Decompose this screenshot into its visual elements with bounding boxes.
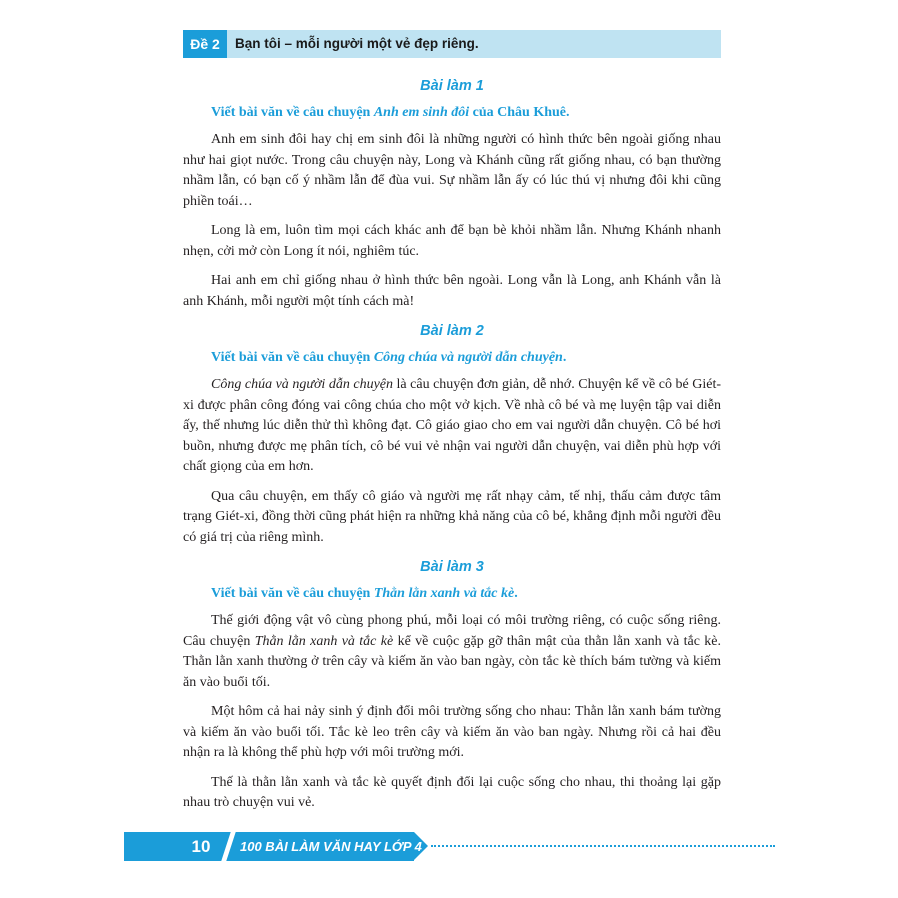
paragraph-text: kể về cuộc gặp gỡ thân mật của thằn lằn xanh và tắc kè. Thằn lằn xanh thường ở trên cây và kiếm ăn vào ban ngày, còn tắc kè thích bám tường và kiếm ăn vào buổi tối. (183, 633, 722, 690)
paragraph-text: Thế giới động vật vô cùng phong phú, mỗi loại có môi trường riêng, có cuộc sống riêng. Câu chuyện (183, 613, 721, 649)
essay-prompt (183, 103, 721, 123)
prompt-prefix: Viết bài văn về câu chuyện (211, 350, 374, 365)
section-essay-3 (183, 557, 721, 814)
story-title-inline: Công chúa và người dẫn chuyện (211, 377, 393, 392)
page-number: 10 (191, 837, 211, 856)
section-heading: Bài làm 1 (420, 78, 484, 94)
exercise-title: Bạn tôi – mỗi người một vẻ đẹp riêng. (235, 36, 479, 51)
paragraph: Một hôm cả hai nảy sinh ý định đổi môi trường sống cho nhau: Thằn lằn xanh bám tường và kiếm ăn vào buổi tối. Tắc kè leo trên cây và kiếm ăn vào ban ngày. Nhưng rồi cả hai đều nhận ra là không thể phù hợp với môi trường mới. (183, 704, 721, 760)
story-title: Anh em sinh đôi (373, 105, 470, 120)
prompt-prefix: Viết bài văn về câu chuyện (211, 586, 374, 601)
page-content (183, 72, 721, 823)
prompt-suffix: . (562, 350, 567, 365)
exercise-header (183, 30, 721, 58)
paragraph: Thế là thằn lằn xanh và tắc kè quyết định đổi lại cuộc sống cho nhau, thi thoảng lại gặp nhau trò chuyện vui vẻ. (183, 774, 721, 810)
section-essay-1 (183, 76, 721, 312)
prompt-prefix: Viết bài văn về câu chuyện (211, 105, 374, 120)
section-heading: Bài làm 3 (420, 559, 484, 575)
book-title: 100 BÀI LÀM VĂN HAY LỚP 4 (240, 839, 422, 854)
paragraph (183, 375, 721, 478)
paragraph: Anh em sinh đôi hay chị em sinh đôi là những người có hình thức bên ngoài giống nhau như hai giọt nước. Trong câu chuyện này, Long và Khánh cũng rất giống nhau, có bạn thường nhầm lẫn, có bạn cố ý nhầm lẫn để đùa vui. Sự nhầm lẫn ấy có lúc thú vị nhưng đôi khi cũng phiền toái… (183, 132, 721, 209)
section-heading: Bài làm 2 (420, 323, 484, 339)
story-title: Công chúa và người dẫn chuyện (373, 350, 563, 365)
exercise-tag: Đề 2 (183, 30, 227, 58)
essay-prompt (183, 348, 721, 368)
essay-prompt (183, 584, 721, 604)
paragraph (183, 611, 721, 693)
prompt-suffix: của Châu Khuê. (469, 105, 570, 120)
footer-dotted-line (431, 845, 775, 847)
story-title-inline: Thằn lằn xanh và tắc kè (254, 633, 394, 649)
prompt-suffix: . (514, 586, 518, 601)
paragraph: Hai anh em chỉ giống nhau ở hình thức bên ngoài. Long vẫn là Long, anh Khánh vẫn là anh Khánh, mỗi người một tính cách mà! (183, 273, 721, 309)
paragraph-text: là câu chuyện đơn giản, dễ nhớ. Chuyện kể về cô bé Giét-xi được phân công đóng vai công chúa cho một vở kịch. Về nhà cô bé và mẹ luyện tập vai diễn ấy, thế nhưng lúc diễn thử thì không đạt. Cô giáo giao cho em vai người dẫn chuyện. Cô bé hơi buồn, nhưng được mẹ phân tích, cô bé vui vẻ nhận vai người dẫn chuyện, vai diễn phù hợp với chất giọng của em hơn. (183, 377, 721, 474)
paragraph: Long là em, luôn tìm mọi cách khác anh để bạn bè khỏi nhầm lẫn. Nhưng Khánh nhanh nhẹn, cởi mở còn Long ít nói, nghiêm túc. (183, 223, 721, 259)
section-essay-2 (183, 321, 721, 548)
paragraph: Qua câu chuyện, em thấy cô giáo và người mẹ rất nhạy cảm, tế nhị, thấu cảm được tâm trạng Giét-xi, đồng thời cũng phát hiện ra những khả năng của cô bé, khẳng định mỗi người đều có giá trị của riêng mình. (183, 488, 721, 545)
story-title: Thằn lằn xanh và tắc kè (373, 586, 515, 601)
